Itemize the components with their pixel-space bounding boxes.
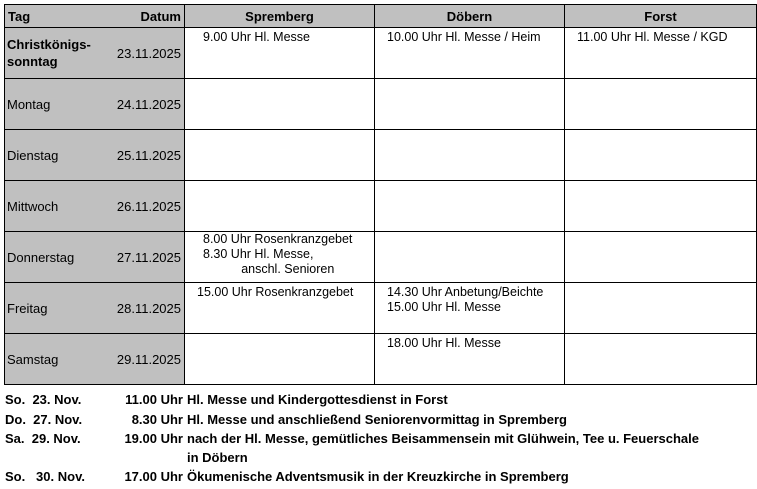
cell-doebern: 10.00 Uhr Hl. Messe / Heim — [375, 28, 565, 79]
row-date: 24.11.2025 — [95, 79, 185, 130]
table-row — [5, 28, 757, 79]
announcement-date: So. 23. Nov. — [5, 392, 82, 407]
table-row — [5, 181, 757, 232]
announcement-time: 8.30 Uhr — [131, 411, 183, 427]
table-row — [5, 79, 757, 130]
cell-spremberg — [185, 181, 375, 232]
cell-forst — [565, 79, 757, 130]
cell-doebern — [375, 232, 565, 283]
cell-spremberg: 9.00 Uhr Hl. Messe — [185, 28, 375, 79]
row-date: 25.11.2025 — [95, 130, 185, 181]
cell-doebern: 18.00 Uhr Hl. Messe — [375, 334, 565, 385]
announcement-time: 11.00 Uhr — [125, 392, 183, 407]
header-datum: Datum — [95, 5, 185, 28]
header-row — [5, 5, 757, 28]
cell-doebern: 14.30 Uhr Anbetung/Beichte 15.00 Uhr Hl. Messe — [375, 283, 565, 334]
cell-spremberg: 15.00 Uhr Rosenkranzgebet — [185, 283, 375, 334]
row-day: Montag — [5, 79, 95, 130]
row-day: Freitag — [5, 283, 95, 334]
row-date: 29.11.2025 — [95, 334, 185, 385]
header-forst: Forst — [565, 5, 757, 28]
cell-forst — [565, 334, 757, 385]
cell-doebern — [375, 79, 565, 130]
table-row — [5, 130, 757, 181]
cell-spremberg — [185, 79, 375, 130]
header-spremberg: Spremberg — [185, 5, 375, 28]
announcement-date: So. 30. Nov. — [5, 469, 85, 484]
row-date: 26.11.2025 — [95, 181, 185, 232]
header-tag: Tag — [5, 5, 95, 28]
cell-forst — [565, 130, 757, 181]
announcement-time: 17.00 Uhr — [124, 469, 183, 484]
cell-spremberg: 8.00 Uhr Rosenkranzgebet 8.30 Uhr Hl. Messe, anschl. Senioren — [185, 232, 375, 283]
announcement-date: Do. 27. Nov. — [5, 411, 83, 427]
table-row — [5, 283, 757, 334]
cell-forst — [565, 181, 757, 232]
row-date: 27.11.2025 — [95, 232, 185, 283]
announcement-text-continued: in Döbern — [187, 450, 248, 465]
cell-doebern — [375, 130, 565, 181]
announcement-text: Ökumenische Adventsmusik in der Kreuzkirche in Spremberg — [187, 469, 569, 484]
row-day: Dienstag — [5, 130, 95, 181]
announcement-time: 19.00 Uhr — [124, 431, 183, 446]
row-day: Mittwoch — [5, 181, 95, 232]
cell-spremberg — [185, 130, 375, 181]
cell-forst — [565, 283, 757, 334]
cell-doebern — [375, 181, 565, 232]
row-date: 28.11.2025 — [95, 283, 185, 334]
cell-forst — [565, 232, 757, 283]
row-day: Christkönigs- sonntag — [5, 28, 95, 79]
header-doebern: Döbern — [375, 5, 565, 28]
cell-forst: 11.00 Uhr Hl. Messe / KGD — [565, 28, 757, 79]
table-row — [5, 334, 757, 385]
row-day: Samstag — [5, 334, 95, 385]
announcement-date: Sa. 29. Nov. — [5, 431, 81, 446]
table-row — [5, 232, 757, 283]
announcement-text: Hl. Messe und Kindergottesdienst in Forst — [187, 392, 448, 407]
row-day: Donnerstag — [5, 232, 95, 283]
cell-spremberg — [185, 334, 375, 385]
schedule-table — [4, 4, 757, 385]
announcement-text: nach der Hl. Messe, gemütliches Beisammensein mit Glühwein, Tee u. Feuerschale — [187, 431, 699, 446]
row-date: 23.11.2025 — [95, 28, 185, 79]
announcement-text: Hl. Messe und anschließend Seniorenvormittag in Spremberg — [187, 411, 567, 427]
